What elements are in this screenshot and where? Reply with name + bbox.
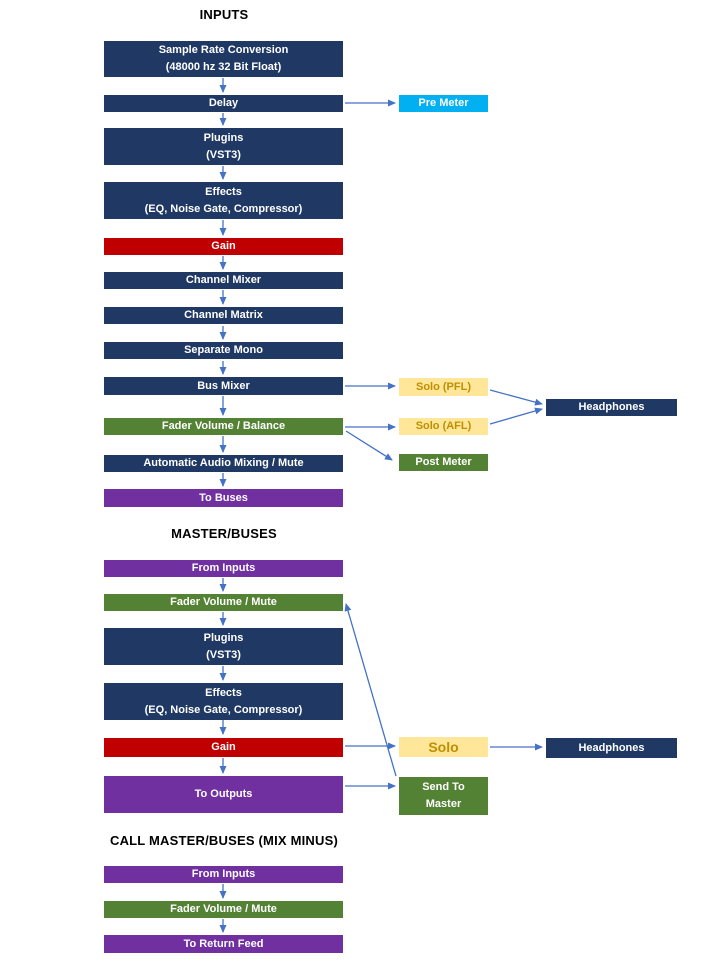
node-to-buses: To Buses	[104, 489, 343, 507]
node-post-meter: Post Meter	[399, 454, 488, 471]
node-fader-volume-balance: Fader Volume / Balance	[104, 418, 343, 435]
node-label-line1: Effects	[205, 686, 242, 699]
section-title-master-buses: MASTER/BUSES	[171, 526, 277, 541]
section-title-inputs: INPUTS	[199, 7, 249, 22]
node-solo-afl: Solo (AFL)	[399, 418, 488, 435]
node-label-line2: (48000 hz 32 Bit Float)	[165, 61, 282, 73]
node-fader-volume-mute-call: Fader Volume / Mute	[104, 901, 343, 918]
node-sample-rate-conversion	[104, 41, 343, 77]
node-pre-meter: Pre Meter	[399, 95, 488, 112]
node-label-line2: Master	[425, 798, 462, 810]
node-label-line1: Plugins	[203, 631, 244, 644]
node-to-outputs: To Outputs	[104, 776, 343, 813]
node-send-to-master	[399, 777, 488, 815]
node-headphones-master: Headphones	[546, 738, 677, 758]
arrow-solo-pfl-to-headphones	[490, 390, 542, 404]
arrow-send-master-to-fader-master	[346, 604, 396, 776]
node-solo-master: Solo	[399, 737, 488, 757]
node-gain-inputs: Gain	[104, 238, 343, 255]
node-fader-volume-mute-master: Fader Volume / Mute	[104, 594, 343, 611]
arrow-fader-to-post-meter	[346, 431, 392, 460]
node-bus-mixer: Bus Mixer	[104, 377, 343, 395]
node-automatic-audio-mixing: Automatic Audio Mixing / Mute	[104, 455, 343, 472]
node-label-line1: Effects	[205, 185, 242, 198]
node-delay: Delay	[104, 95, 343, 112]
node-label-line1: Plugins	[203, 131, 244, 144]
node-from-inputs-master: From Inputs	[104, 560, 343, 577]
node-gain-master: Gain	[104, 738, 343, 757]
node-from-inputs-call: From Inputs	[104, 866, 343, 883]
node-label-line1: Sample Rate Conversion	[158, 44, 289, 56]
node-label-line1: Send To	[422, 781, 465, 793]
node-channel-matrix: Channel Matrix	[104, 307, 343, 324]
node-channel-mixer: Channel Mixer	[104, 272, 343, 289]
node-label-line2: (VST3)	[206, 648, 241, 661]
node-label-line2: (VST3)	[206, 148, 241, 161]
node-separate-mono: Separate Mono	[104, 342, 343, 359]
node-solo-pfl: Solo (PFL)	[399, 378, 488, 396]
node-headphones-inputs: Headphones	[546, 399, 677, 416]
node-effects-master	[104, 683, 343, 720]
node-plugins-master	[104, 628, 343, 665]
node-label-line2: (EQ, Noise Gate, Compressor)	[144, 703, 303, 716]
node-plugins-inputs	[104, 128, 343, 165]
node-to-return-feed: To Return Feed	[104, 935, 343, 953]
section-title-call-master-buses: CALL MASTER/BUSES (MIX MINUS)	[109, 833, 338, 848]
node-label-line2: (EQ, Noise Gate, Compressor)	[144, 202, 303, 215]
node-effects-inputs	[104, 182, 343, 219]
arrow-solo-afl-to-headphones	[490, 409, 542, 424]
